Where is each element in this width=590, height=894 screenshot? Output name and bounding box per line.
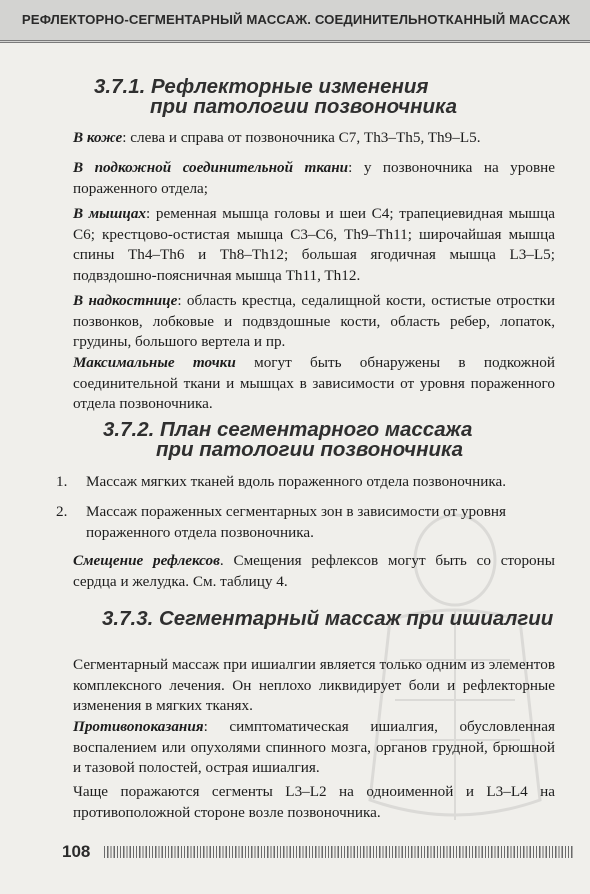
subcutaneous-text: : у позвоночника на уровне пораженного отдела; (73, 159, 555, 197)
sciatica-intro-text: Сегментарный массаж при ишиалгии является только одним из элементов комплексного лечения. Он неплохо ликвидирует боли и рефлекторные изменения в мягких тканях. (73, 656, 555, 714)
term-skin: В коже (73, 129, 123, 146)
term-max-points: Максимальные точки (73, 354, 236, 371)
paragraph-periosteum (73, 291, 555, 353)
paragraph-contraindications (73, 717, 555, 779)
periosteum-text: : область крестца, седалищной кости, остистые отростки позвонков, лобковые и подвздошные кости, область ребер, лопаток, грудины, большого вертела и пр. (73, 292, 556, 350)
section-title-3-7-2-line2: при патологии позвоночника (156, 438, 464, 461)
segments-text: Чаще поражаются сегменты L3–L2 на одноименной и L3–L4 на противоположной стороне возле позвоночника. (73, 783, 555, 821)
term-subcutaneous: В подкожной соединительной ткани (73, 159, 349, 176)
list-text-2: Массаж пораженных сегментарных зон в зависимости от уровня пораженного отдела позвоночника. (86, 503, 507, 541)
skin-text: : слева и справа от позвоночника С7, Th3–Th5, Th9–L5. (122, 129, 481, 146)
paragraph-segments (73, 782, 555, 823)
paragraph-sciatica-intro (73, 655, 555, 717)
page-number: 108 (62, 842, 91, 861)
term-reflex-shift: Смещение рефлексов (73, 552, 220, 569)
muscles-text: : ременная мышца головы и шеи С4; трапециевидная мышца С6; крестцово-остистая мышца С3–С6, Th9–Th11; широчайшая мышца спины Th4–Th6 и Th8–Th12; большая ягодичная мышца L3–L5; подвздошно-поясничная мышца Th11, Th12. (73, 205, 555, 284)
list-number-1: 1. (56, 473, 68, 490)
contraindications-text: : симптоматическая ишиалгия, обусловленная воспалением или опухолями спинного мозга, органов грудной, брюшной и тазовой полостей, острая ишиалгия. (73, 718, 555, 776)
section-title-3-7-3: 3.7.3. Сегментарный массаж при ишиалгии (102, 607, 554, 630)
running-title: РЕФЛЕКТОРНО-СЕГМЕНТАРНЫЙ МАССАЖ. СОЕДИНИТЕЛЬНОТКАННЫЙ МАССАЖ (21, 12, 571, 27)
section-title-3-7-1-line2: при патологии позвоночника (150, 95, 458, 118)
paragraph-reflex-shift (73, 551, 555, 592)
running-header (0, 0, 590, 43)
paragraph-muscles (73, 204, 555, 286)
list-text-1: Массаж мягких тканей вдоль пораженного отдела позвоночника. (86, 473, 507, 490)
section-title-3-7-2: 3.7.2. План сегментарного массажа (103, 418, 473, 441)
term-muscles: В мышцах (73, 205, 147, 222)
reflex-shift-text: . Смещения рефлексов могут быть со стороны сердца и желудка. См. таблицу 4. (73, 552, 555, 590)
paragraph-skin (73, 128, 555, 149)
section-title-3-7-1: 3.7.1. Рефлекторные изменения (94, 75, 429, 98)
term-periosteum: В надкостнице (73, 292, 178, 309)
max-points-text: могут быть обнаружены в подкожной соединительной ткани и мышцах в зависимости от уровня пораженного отдела позвоночника. (73, 354, 555, 412)
list-number-2: 2. (56, 503, 68, 520)
term-contraindications: Противопоказания (73, 718, 204, 735)
paragraph-subcutaneous (73, 158, 555, 199)
paragraph-max-points (73, 353, 555, 415)
footer-rule (104, 846, 574, 858)
